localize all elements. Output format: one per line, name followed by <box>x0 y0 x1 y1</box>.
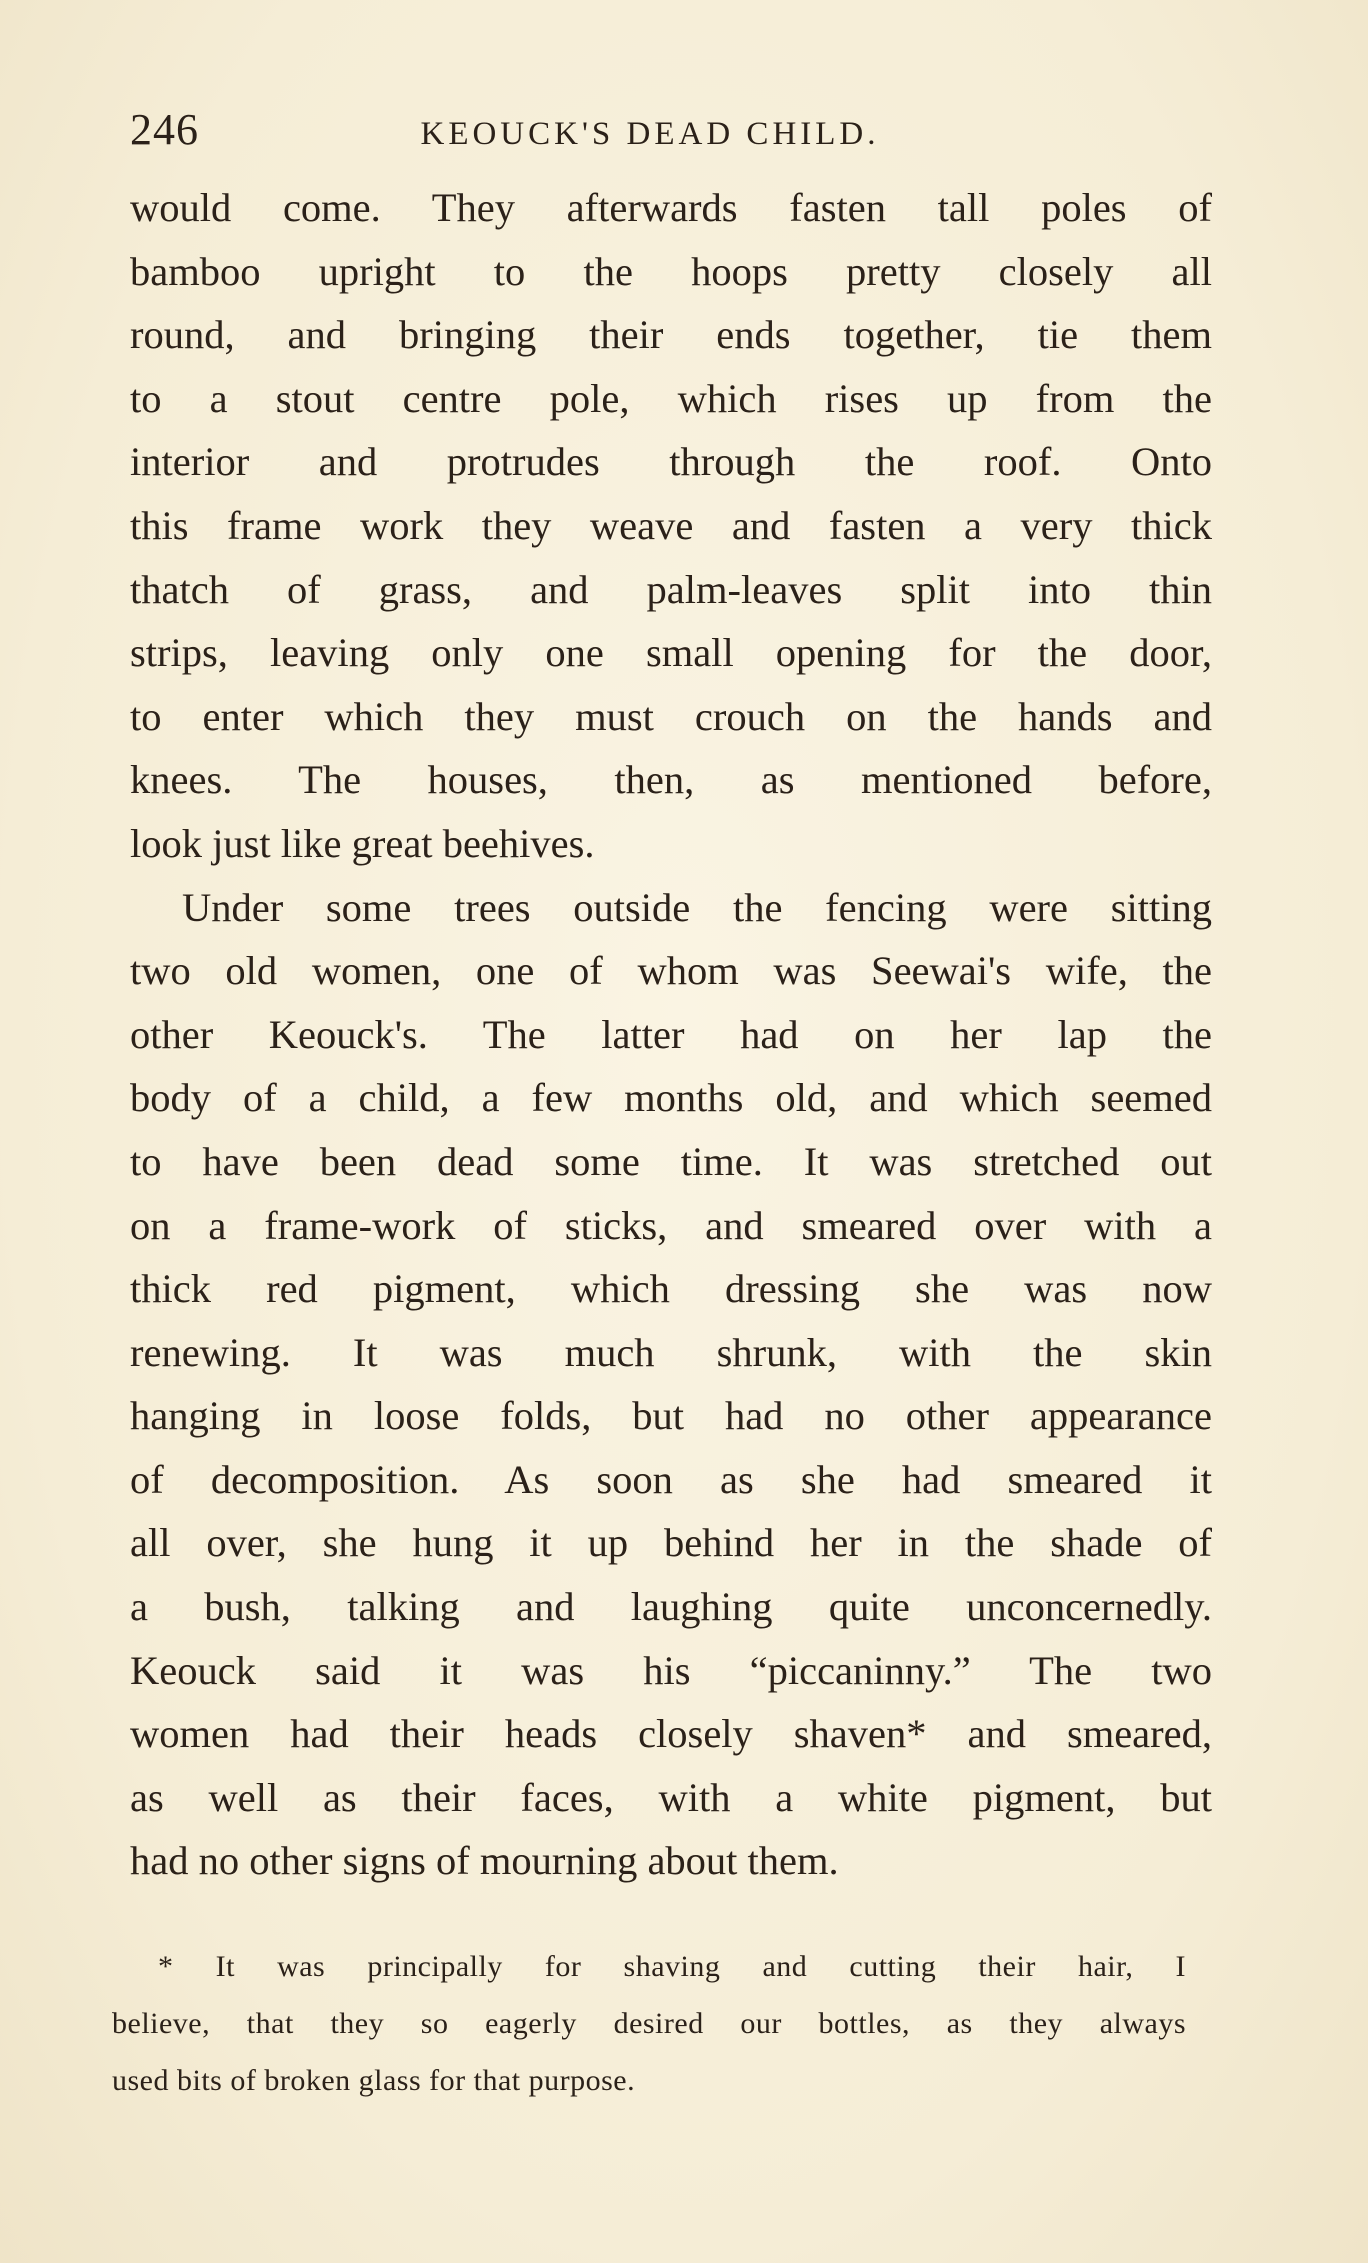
text-line: hanging in loose folds, but had no other appearance <box>130 1393 1212 1439</box>
text-line: interior and protrudes through the roof. Onto <box>130 439 1212 485</box>
text-line: bamboo upright to the hoops pretty closely all <box>130 248 1212 294</box>
text-line: a bush, talking and laughing quite unconcernedly. <box>130 1584 1212 1630</box>
page-number: 246 <box>130 105 199 154</box>
footnote <box>112 1938 1186 2109</box>
text-line: other Keouck's. The latter had on her lap the <box>130 1011 1212 1057</box>
text-line: had no other signs of mourning about them. <box>130 1838 839 1884</box>
text-line: on a frame-work of sticks, and smeared over with a <box>130 1202 1212 1248</box>
footnote-line: believe, that they so eagerly desired our bottles, as they always <box>112 2007 1186 2040</box>
footnote-line: used bits of broken glass for that purpose. <box>112 2064 636 2097</box>
body-text <box>130 176 1212 1893</box>
text-line: body of a child, a few months old, and which seemed <box>130 1075 1212 1121</box>
text-line: thatch of grass, and palm-leaves split into thin <box>130 566 1212 612</box>
footnote-line: * It was principally for shaving and cutting their hair, I <box>158 1950 1186 1983</box>
text-line: strips, leaving only one small opening for the door, <box>130 630 1212 676</box>
running-title: KEOUCK'S DEAD CHILD. <box>420 116 880 152</box>
text-line: all over, she hung it up behind her in the shade of <box>130 1520 1212 1566</box>
text-line: women had their heads closely shaven* and smeared, <box>130 1711 1212 1757</box>
text-line: thick red pigment, which dressing she was now <box>130 1266 1212 1312</box>
text-line: round, and bringing their ends together, tie them <box>130 312 1212 358</box>
text-line: knees. The houses, then, as mentioned before, <box>130 757 1212 803</box>
running-head <box>130 100 1210 160</box>
text-line: to a stout centre pole, which rises up from the <box>130 375 1212 421</box>
text-line: as well as their faces, with a white pigment, but <box>130 1774 1212 1820</box>
text-line: look just like great beehives. <box>130 820 595 866</box>
text-line: Keouck said it was his “piccaninny.” The two <box>130 1647 1212 1693</box>
text-line: this frame work they weave and fasten a very thick <box>130 502 1212 548</box>
text-line: Under some trees outside the fencing were sitting <box>182 884 1212 930</box>
text-line: to enter which they must crouch on the hands and <box>130 693 1212 739</box>
text-line: renewing. It was much shrunk, with the skin <box>130 1329 1212 1375</box>
text-line: two old women, one of whom was Seewai's wife, the <box>130 948 1212 994</box>
text-line: to have been dead some time. It was stretched out <box>130 1138 1212 1184</box>
text-line: would come. They afterwards fasten tall poles of <box>130 185 1212 230</box>
text-line: of decomposition. As soon as she had smeared it <box>130 1456 1212 1502</box>
